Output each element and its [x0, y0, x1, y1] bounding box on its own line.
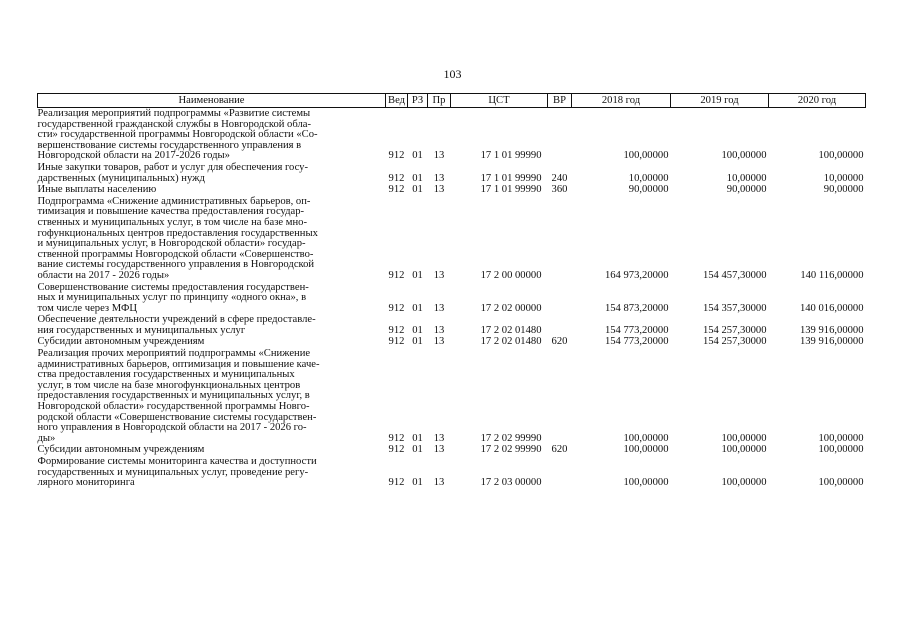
row-2018: 164 973,20000: [604, 269, 669, 281]
table-row: [38, 456, 866, 489]
row-name: Совершенствование системы предоставления государствен- ных и муниципальных услуг по принципу «одного окна», в том числе через МФЦ: [37, 281, 309, 314]
row-pr: 13: [433, 302, 445, 314]
row-name: Подпрограмма «Снижение административных барьеров, оп- тимизация и повышение качества предоставления государ- ственных и муниципальных услуг, в том числе на базе мно- гофункциональных центров предоставления государственных и муниципальных услуг, в Новгородской области» государ- ственной программы Новгородской области «Совершенство- вание системы государственного управления в Новгородской области на 2017 - 2026 годы»: [37, 195, 318, 281]
row-2020: 10,00000: [823, 172, 864, 184]
row-pr: 13: [433, 444, 445, 456]
table-row: [38, 336, 866, 348]
row-name-cell: [38, 282, 386, 315]
table-header: [38, 94, 866, 108]
row-name: Иные выплаты населению: [37, 184, 157, 196]
row-rz: 01: [412, 432, 423, 444]
row-name-cell: [38, 456, 386, 489]
row-rz: 01: [412, 150, 423, 162]
row-ved: 912: [388, 444, 405, 456]
row-pr: 13: [433, 269, 445, 281]
row-vr: 360: [551, 184, 568, 196]
row-vr: 620: [551, 444, 568, 456]
row-cst: 17 2 02 99990: [480, 444, 542, 456]
row-pr: 13: [433, 432, 445, 444]
row-ved: 912: [388, 432, 405, 444]
table-row: [38, 314, 866, 336]
row-pr: 13: [433, 172, 445, 184]
row-vr: [548, 282, 572, 315]
row-name-cell: [38, 162, 386, 184]
row-2020: 139 916,00000: [799, 324, 864, 336]
row-vr: [548, 348, 572, 444]
row-ved: 912: [388, 324, 405, 336]
row-name-cell: [38, 348, 386, 444]
row-name-cell: [38, 336, 386, 348]
table-row: [38, 184, 866, 196]
row-2019: 154 257,30000: [702, 336, 767, 348]
row-2019: 154 257,30000: [702, 324, 767, 336]
header-2020: 2020 год: [769, 94, 866, 108]
row-pr: 13: [433, 336, 445, 348]
table-row: [38, 282, 866, 315]
header-2019: 2019 год: [671, 94, 769, 108]
row-name: Обеспечение деятельности учреждений в сфере предоставле- ния государственных и муниципальных услуг: [37, 314, 316, 336]
row-2018: 90,00000: [628, 184, 669, 196]
row-cst: 17 2 02 99990: [480, 432, 542, 444]
row-ved: 912: [388, 269, 405, 281]
row-pr: 13: [433, 150, 445, 162]
row-ved: 912: [388, 336, 405, 348]
row-name-cell: [38, 444, 386, 456]
row-vr: [548, 108, 572, 162]
row-ved: 912: [388, 172, 405, 184]
row-cst: 17 2 00 00000: [480, 269, 542, 281]
row-ved: 912: [388, 477, 405, 489]
header-name: Наименование: [38, 94, 386, 108]
table-body: [38, 108, 866, 489]
row-2018: 10,00000: [628, 172, 669, 184]
row-cst: 17 1 01 99990: [480, 150, 542, 162]
row-vr: 620: [551, 336, 568, 348]
row-name: Субсидии автономным учреждениям: [37, 444, 205, 456]
row-name-cell: [38, 314, 386, 336]
row-vr: 240: [551, 172, 568, 184]
row-2019: 100,00000: [721, 150, 767, 162]
row-rz: 01: [412, 172, 423, 184]
row-name-cell: [38, 196, 386, 282]
header-pr: Пр: [428, 94, 451, 108]
header-ved: Вед: [386, 94, 408, 108]
row-name: Реализация прочих мероприятий подпрограммы «Снижение административных барьеров, оптимизация и повышение каче- ства предоставления государственных и муниципальных услуг, в том числе на базе многофункциональных центров предоставления государственных и муниципальных услуг, в Новгородской области» государственной программы Новго- родской области «Совершенствование системы государствен- ного управления в Новгородской области на 2017 - 2026 го- ды»: [37, 348, 320, 444]
row-2018: 154 773,20000: [604, 336, 669, 348]
row-ved: 912: [388, 150, 405, 162]
table-row: [38, 444, 866, 456]
row-2019: 154 357,30000: [702, 302, 767, 314]
row-vr: [548, 196, 572, 282]
row-2020: 100,00000: [818, 150, 864, 162]
row-rz: 01: [412, 302, 423, 314]
row-2020: 140 016,00000: [799, 302, 864, 314]
row-2018: 154 873,20000: [604, 302, 669, 314]
table-row: [38, 108, 866, 162]
row-name: Субсидии автономным учреждениям: [37, 336, 205, 348]
table-row: [38, 162, 866, 184]
row-cst: 17 1 01 99990: [480, 184, 542, 196]
row-pr: 13: [433, 324, 445, 336]
row-2019: 154 457,30000: [702, 269, 767, 281]
row-rz: 01: [412, 269, 423, 281]
row-name: Реализация мероприятий подпрограммы «Развитие системы государственной гражданской службы в Новгородской обла- сти» государственной программы Новгородской области «Со- вершенствование системы государственного управления в Новгородской области на 2017-2026 годы»: [37, 108, 318, 162]
row-name: Формирование системы мониторинга качества и доступности государственных и муниципальных услуг, проведение регу- лярного мониторинга: [37, 456, 317, 489]
row-2019: 100,00000: [721, 477, 767, 489]
row-cst: 17 2 03 00000: [480, 477, 542, 489]
row-cst: 17 2 02 01480: [480, 336, 542, 348]
row-cst: 17 1 01 99990: [480, 172, 542, 184]
header-vr: ВР: [548, 94, 572, 108]
row-ved: 912: [388, 184, 405, 196]
row-rz: 01: [412, 184, 423, 196]
row-cst: 17 2 02 00000: [480, 302, 542, 314]
header-cst: ЦСТ: [451, 94, 548, 108]
row-2020: 90,00000: [823, 184, 864, 196]
row-2020: 139 916,00000: [799, 336, 864, 348]
row-2019: 90,00000: [726, 184, 767, 196]
row-rz: 01: [412, 336, 423, 348]
header-2018: 2018 год: [572, 94, 671, 108]
row-rz: 01: [412, 477, 423, 489]
row-name-cell: [38, 184, 386, 196]
row-ved: 912: [388, 302, 405, 314]
row-2019: 100,00000: [721, 444, 767, 456]
table-row: [38, 348, 866, 444]
row-rz: 01: [412, 324, 423, 336]
row-cst: 17 2 02 01480: [480, 324, 542, 336]
row-2020: 100,00000: [818, 477, 864, 489]
header-rz: РЗ: [408, 94, 428, 108]
row-2018: 100,00000: [623, 477, 669, 489]
row-2019: 10,00000: [726, 172, 767, 184]
row-name: Иные закупки товаров, работ и услуг для обеспечения госу- дарственных (муниципальных) нужд: [37, 161, 309, 184]
row-vr: [548, 456, 572, 489]
row-rz: 01: [412, 444, 423, 456]
row-2018: 100,00000: [623, 444, 669, 456]
row-2020: 140 116,00000: [800, 269, 864, 281]
row-2019: 100,00000: [721, 432, 767, 444]
table-row: [38, 196, 866, 282]
page-number: 103: [443, 67, 462, 81]
budget-table: [37, 93, 866, 489]
row-2020: 100,00000: [818, 432, 864, 444]
row-2018: 154 773,20000: [604, 324, 669, 336]
row-2018: 100,00000: [623, 432, 669, 444]
row-pr: 13: [433, 184, 445, 196]
row-2020: 100,00000: [818, 444, 864, 456]
row-vr: [548, 314, 572, 336]
row-name-cell: [38, 108, 386, 162]
row-pr: 13: [433, 477, 445, 489]
row-2018: 100,00000: [623, 150, 669, 162]
